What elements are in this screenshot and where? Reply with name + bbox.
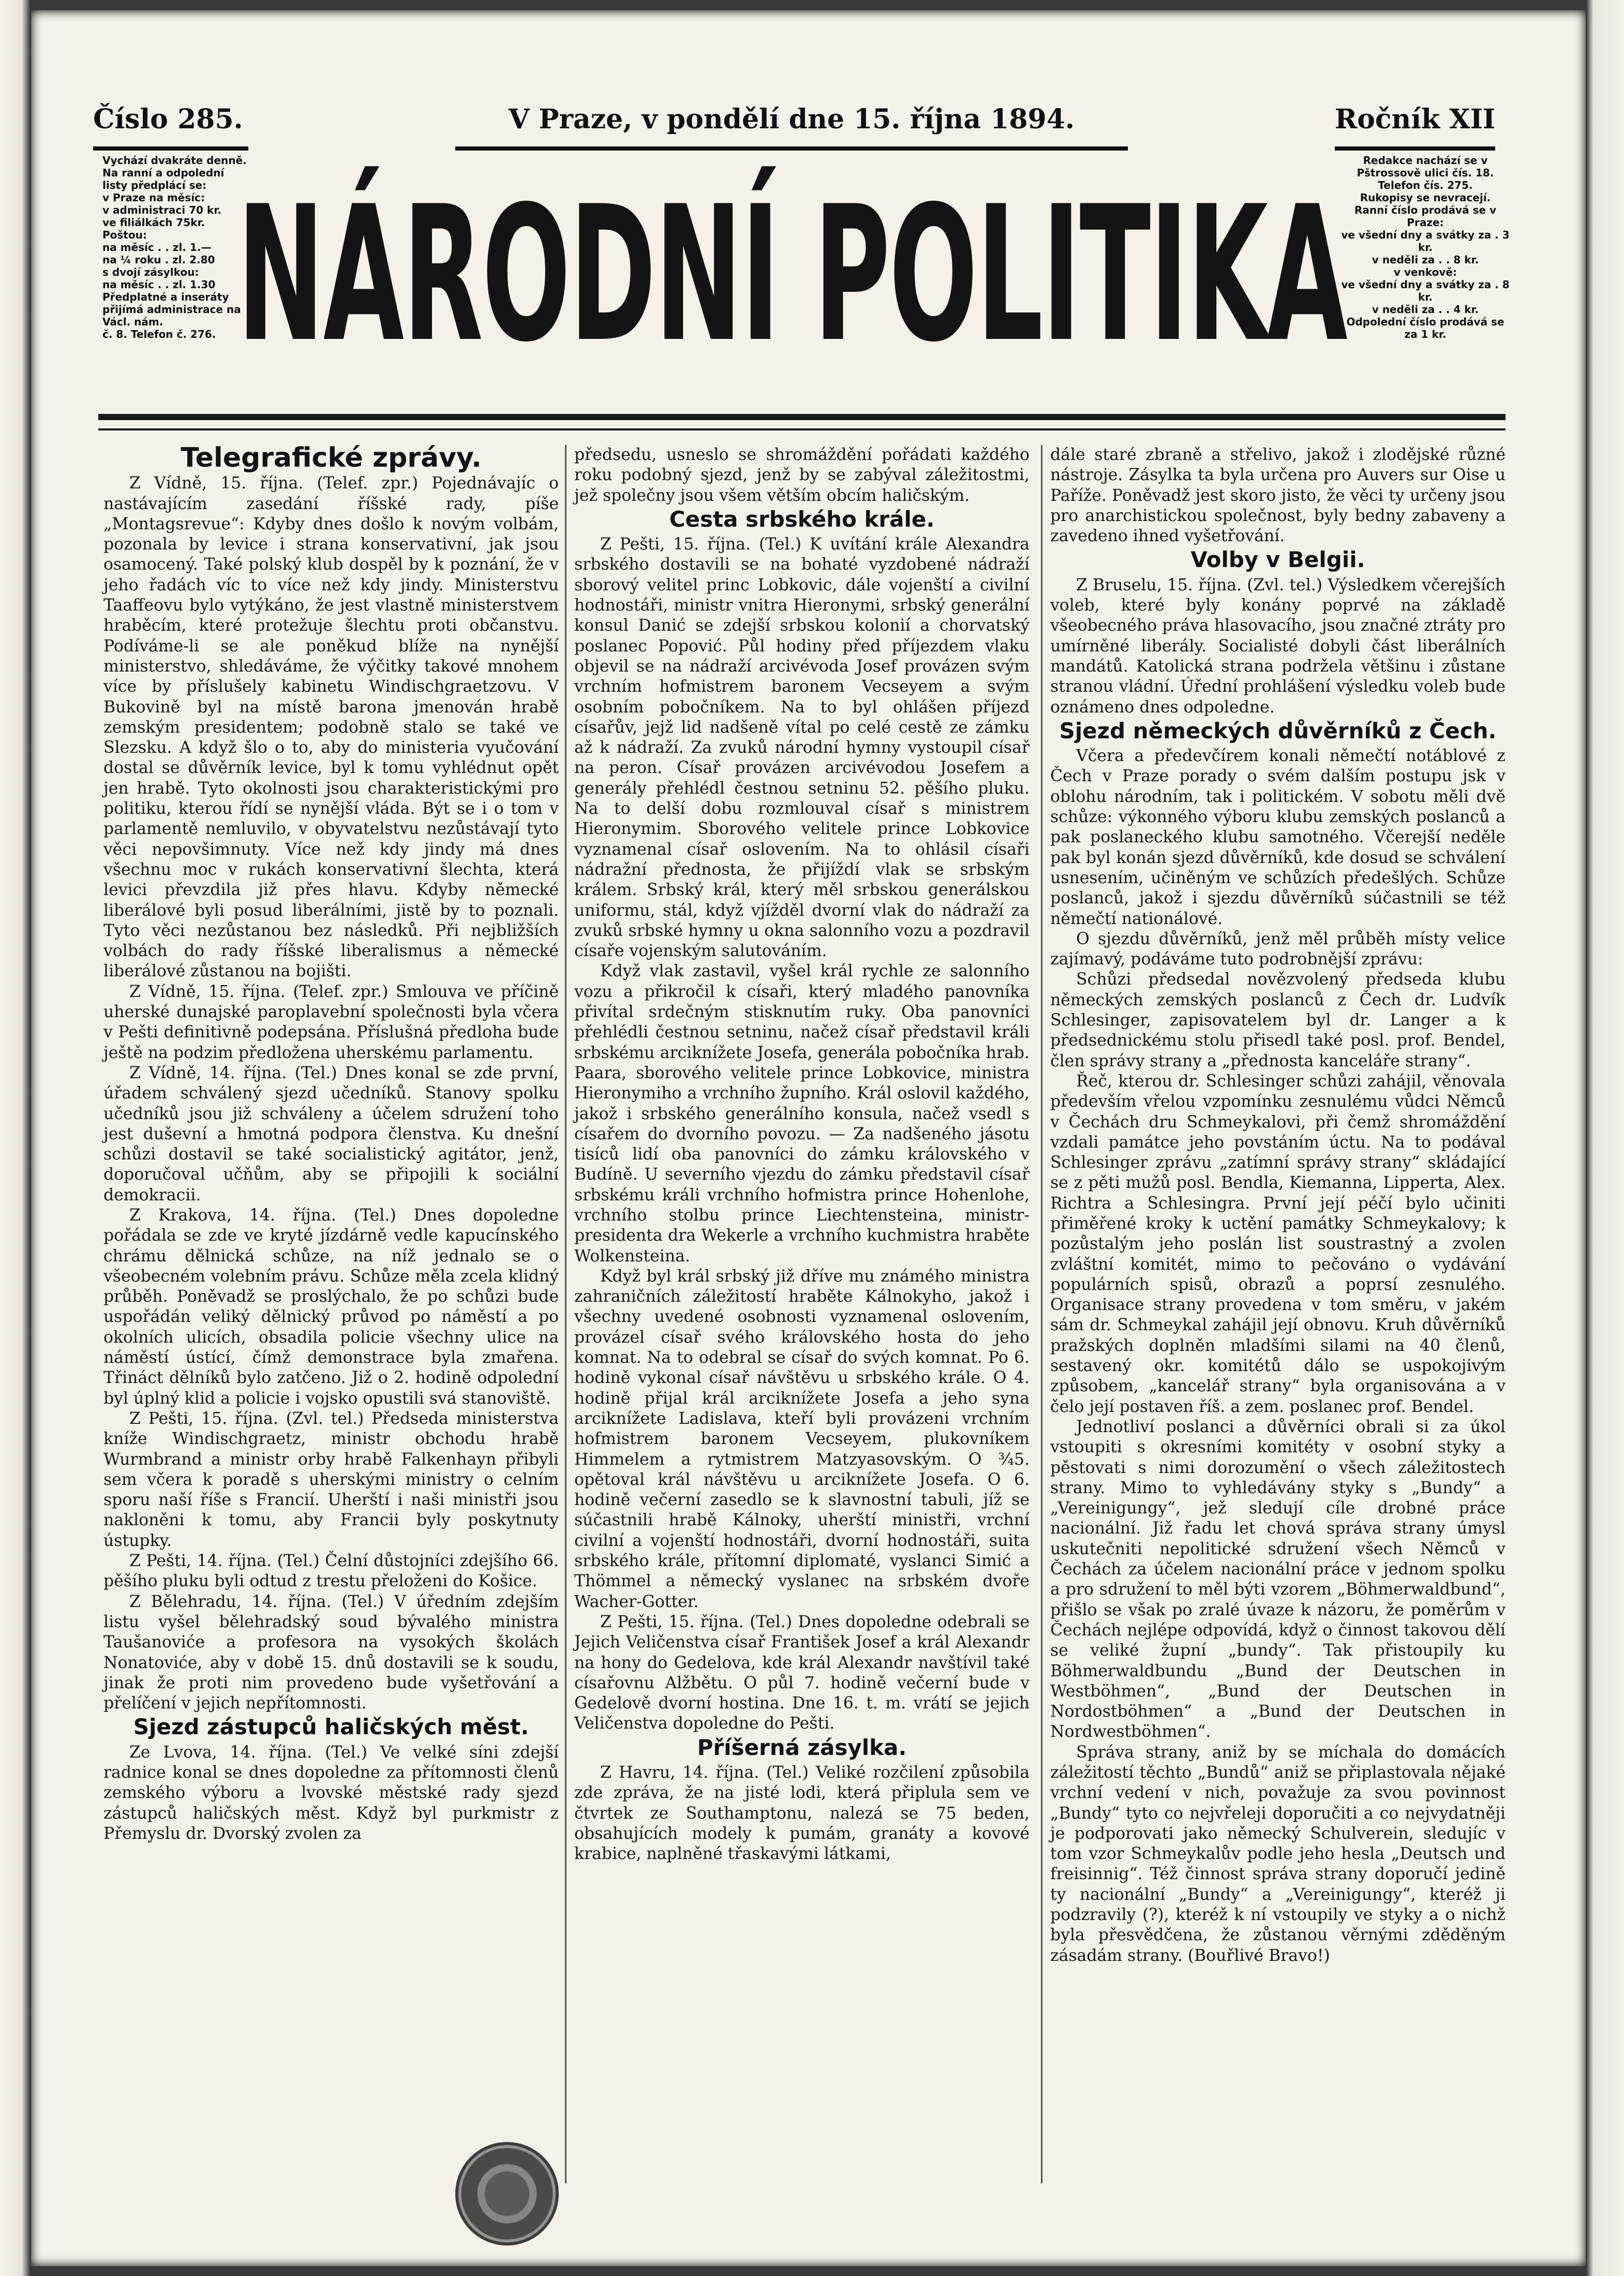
date-line: V Praze, v pondělí dne 15. října 1894. (508, 103, 1075, 135)
article-paragraph: Včera a předevčírem konali němečtí notáblové z Čech v Praze porady o svém dalším postupu jsk v oblohu národním, tak i politickém. V sobotu měli dvě schůze: výkonného výboru klubu zemských poslanců a pak poslaneckého klubu samotného. Včerejší neděle pak byl konán sjezd důvěrníků, kde dosud se schválení usnesením, učiněným ve schůzích předešlých. Schůze poslanců, jakož i sjezdu důvěrníků súčastnili se též němečtí nationálové. (1050, 747, 1506, 928)
issue-number: Číslo 285. (93, 103, 243, 135)
section-heading: Volby v Belgii. (1190, 547, 1365, 573)
article-paragraph: Z Vídně, 14. října. (Tel.) Dnes konal se zde první, úřadem schválený sjezd učedníků. Stanovy spolku učedníků jsou již schváleny a účelem sdružení toho jest duševní a hmotná podpora členstva. Ku dnešní schůzi dostavil se také socialistický agitátor, jenž, doporučoval učňům, aby se připojili k sociální demokracii. (103, 1063, 559, 1204)
article-paragraph: Z Pešti, 14. října. (Tel.) Čelní důstojníci zdejšího 66. pěšího pluku byli odtud z trestu přeloženi do Košice. (103, 1552, 559, 1591)
article-paragraph: Z Vídně, 15. října. (Telef. zpr.) Pojednávajíc o nastávajícím zasedání říšské rady, píše „Montagsrevue“: Kdyby dnes došlo k novým volbám, pozonala by levice i strana konservativní, jak jsou osamocený. Také polský klub dospěl by k poznání, že v jeho řadách víc to více než kdy jindy. Ministerstvu Taaffeovu bylo vytýkáno, že jest vlastně ministerstvem hraběcím, které protežuje šlechtu proti občanstvu. Podíváme-li se ale poněkud blíže na nynější ministerstvo, shledáváme, že výčitky takové mnohem více by příslušely kabinetu Windischgraetzovu. V Bukovině byl na místě barona jmenován hrabě zemským presidentem; podobně stalo se také ve Slezsku. A když šlo o to, aby do ministeria vyučování dostal se důvěrník levice, byl k tomu vyhlédnut opět jen hrabě. Tyto okolnosti jsou charakteristickými pro politiku, kterou řídí se nynější vláda. Být se i o tom v parlamentě nemluvilo, v obyvatelstvu nezůstávají tyto věci nepovšimnuty. Více než kdy jindy má dnes všechnu moc v rukách konservativní šlechta, která levici převzdila již přes hlavu. Kdyby německé liberálové byli posud liberálními, jistě by to poznali. Tyto věci nezůstanou bez následků. Při nejbližších volbách do rady říšské liberalismus a německé liberálové zůstanou na bojišti. (103, 474, 559, 981)
article-paragraph: Z Bruselu, 15. října. (Zvl. tel.) Výsledkem včerejších voleb, které byly konány poprvé na základě všeobecného práva hlasovacího, jsou značné ztráty pro umírněné liberály. Socialisté dobyli část liberálních mandátů. Katolická strana podržela většinu i zůstane stranou vládní. Úřední prohlášení výsledku voleb bude oznámeno dnes odpoledne. (1050, 575, 1506, 717)
article-paragraph: Z Bělehradu, 14. října. (Tel.) V úředním zdejším listu vyšel bělehradský soud bývalého ministra Taušanoviće a profesora na vysokých školách Nonatoviće, aby v době 15. dnů dostavili se k soudu, jinak že proti nim provedeno bude vyšetřování a přelíčení v jejich nepřítomnosti. (103, 1592, 559, 1713)
section-heading: Sjezd německých důvěrníků z Čech. (1059, 718, 1497, 743)
masthead (236, 140, 1347, 409)
header-rule (98, 414, 1506, 420)
section-heading: Příšerná zásylka. (697, 1734, 907, 1760)
library-stamp (455, 2142, 559, 2245)
article-paragraph: Schůzi předsedal novězvolený předseda klubu německých zemských poslanců z Čech dr. Ludvík Schlesinger, zapisovatelem byl dr. Langer a k předsednickému stolu přisedl také posl. prof. Bendel, člen správy strany a „přednosta kanceláře strany“. (1050, 970, 1506, 1070)
issue-number-underline (93, 146, 248, 151)
volume-number: Ročník XII (1335, 103, 1496, 135)
article-paragraph: Z Vídně, 15. října. (Telef. zpr.) Smlouva ve příčině uherské dunajské paroplavební společnosti byla včera v Pešti definitivně podepsána. Příslušná předloha bude ještě na podzim předložena uherskému parlamentu. (103, 982, 559, 1062)
article-paragraph: Ze Lvova, 14. října. (Tel.) Ve velké síni zdejší radnice konal se dnes dopoledne za přítomnosti členů zemského výboru a lvovské městské rady sjezd zástupců haličských měst. Když byl purkmistr z Přemyslu dr. Dvorský zvolen za (103, 1743, 559, 1843)
column-2 (574, 445, 1030, 1864)
article-paragraph: Když byl král srbský již dříve mu známého ministra zahraničních záležitostí hraběte Kálnokyho, jakož i všechny uvedené osobnosti vyznamenal oslovením, provázel císař svého královského hosta do jeho komnat. Na to odebral se císař do svých komnat. Po 6. hodině vykonal císař návštěvu u srbského krále. O 4. hodině přijal král arciknížete Josefa a jeho syna arciknížete Ladislava, kteří byli provázeni vrchním hofmistrem baronem Vecseyem, plukovníkem Himmelem a rytmistrem Matzyasovským. O ¾5. opětoval král návštěvu u arciknížete Josefa. O 6. hodině večerní zasedlo se k slavnostní tabuli, jíž se súčastnili hrabě Kálnoky, uherští ministři, vrchní civilní a vojenští hodnostáři, dvorní hodnostáři, suita srbského krále, přítomní diplomaté, vyslanci Simić a Thömmel a německý vyslanec na srbském dvoře Wacher-Gotter. (574, 1267, 1030, 1611)
editorial-info: Redakce nachází se v Pštrossově ulici čís. 18. Telefon čís. 275. Rukopisy se nevracejí. Ranní číslo prodává se v Praze: ve všední dny a svátky za . 3 kr. v neděli za . . 8 kr. v venkově: ve všední dny a svátky za . 8 kr. v neděli za . . 4 kr. Odpolední číslo prodává se za 1 kr. (1341, 154, 1510, 340)
section-heading: Sjezd zástupců haličských měst. (133, 1714, 529, 1740)
article-paragraph: předsedu, usneslo se shromáždění pořádati každého roku podobný sjezd, jenž by se zabýval záležitostmi, jež společny jsou všem větším obcím haličským. (574, 445, 1030, 505)
article-paragraph: Když vlak zastavil, vyšel král rychle ze salonního vozu a přikročil k císaři, který mladého panovníka přivítal srdečným stisknutím ruky. Oba panovníci přehlédli čestnou setninu, načež císař představil králi srbskému arciknížete Josefa, generála pobočníka hrab. Paara, sborového velitele prince Lobkovice, ministra Hieronymiho a vrchního župního. Král oslovil každého, jakož i srbského generálního konsula, načež vsedl s císařem do dvorního povozu. — Za nadšeného jásotu tisíců lidí oba panovníci do zámku královského v Budíně. U severního vjezdu do zámku představil císař srbskému králi vrchního hofmistra prince Hohenlohe, vrchního stolbu prince Liechtensteina, ministr-presidenta dra Wekerle a vrchního kuchmistra hraběte Wolkensteina. (574, 962, 1030, 1266)
section-heading: Cesta srbského krále. (669, 506, 935, 532)
subscription-info: Vychází dvakráte denně. Na ranní a odpolední listy předplácí se: v Praze na měsíc: v administraci 70 kr. ve filiálkách 75kr. Poštou: na měsíc . . zl. 1.— na ¼ roku . zl. 2.80 s dvojí zásylkou: na měsíc . . zl. 1.30 Předplatné a inseráty přijímá administrace na Václ. nám. č. 8. Telefon č. 276. (102, 154, 247, 340)
article-paragraph: Jednotliví poslanci a důvěrníci obrali si za úkol vstoupiti s okresními komitéty v osobní styky a pěstovati s nimi dorozumění o všech záležitostech strany. Mimo to vyhledávány styky s „Bundy“ a „Vereinigungy“, jež sledují cíle drobné práce nacionální. Již řadu let chová správa strany úmysl uskutečniti nepolitické sdružení všech Němců v Čechách za účelem nacionální práce v jednom spolku a pro sdružení to měl býti vzorem „Böhmerwaldbund“, přišlo se však po zralé úvaze k názoru, že poměrům v Čechách nejlépe odpovídá, když o činnost takovou dělí se veliké župní „bundy“. Tak přistoupily ku Böhmerwaldbundu „Bund der Deutschen in Westböhmen“, „Bund der Deutschen in Nordostböhmen“ a „Bund der Deutschen in Nordwestböhmen“. (1050, 1417, 1506, 1742)
article-paragraph: Z Pešti, 15. října. (Zvl. tel.) Předseda ministerstva kníže Windischgraetz, ministr obchodu hrabě Wurmbrand a ministr orby hrabě Falkenhayn přibyli sem včera k poradě s uherskými ministry o celním sporu naší říše s Francií. Uherští i naši ministři jsou nakloněni k tomu, aby Francii byly poskytnuty ústupky. (103, 1409, 559, 1550)
section-heading: Telegrafické zprávy. (181, 442, 482, 473)
article-paragraph: O sjezdu důvěrníků, jenž měl průběh místy velice zajímavý, podáváme tuto podrobnější zprávu: (1050, 929, 1506, 969)
article-paragraph: dále staré zbraně a střelivo, jakož i zlodějské různé nástroje. Zásylka ta byla určena pro Auvers sur Oise u Paříže. Poněvadž jest skoro jisto, že věci ty určeny jsou pro anarchistickou společnost, byly bedny zabaveny a zavedeno ihned vyšetřování. (1050, 445, 1506, 546)
page-edge-left (0, 0, 31, 2276)
column-3 (1050, 445, 1506, 1966)
column-divider (1041, 445, 1042, 2183)
page-edge-right (1586, 0, 1624, 2276)
article-paragraph: Správa strany, aniž by se míchala do domácích záležitostí těchto „Bundů“ aniž se připlastovala nějaké vrchní vedení v nich, považuje za svou povinnost „Bundy“ tyto co nejvřeleji doporučiti a co nejvydatněji je podporovati jako německý Schulverein, sledujíc v tom vzor Schmeykalův podle jeho hesla „Deutsch und freisinnig“. Též činnost správa strany doporučí jedině ty nacionální „Bundy“ a „Vereinigungy“, kteréž ji podzravily (?), kteréž k ní vstoupily ve styky a o nichž byla přesvědčena, že zůstanou věrnými zděděným zásadám strany. (Bouřlivé Bravo!) (1050, 1743, 1506, 1965)
article-paragraph: Řeč, kterou dr. Schlesinger schůzi zahájil, věnovala především vřelou vzpomínku zesnulému vůdci Němců v Čechách dru Schmeykalovi, při čemž shromáždění vzdali památce jeho povstáním úctu. Na to podával Schlesinger zprávu „zatímní správy strany“ skládající se z pěti mužů posl. Bendla, Kiemanna, Lipperta, Alex. Richtra a Schlesingra. První její péčí bylo učiniti přiměřené kroky k uctění památky Schmeykalovy; k pozůstalým jeho poslán list soustrastný a zvolen zvláštní komitét, mimo to pečováno o vydávání populárních spisů, obrazů a poprsí zesnulého. Organisace strany provedena v tom směru, v jakém sám dr. Schmeykal zahájil její obnovu. Kruh důvěrníků pražských doplněn mladšími silami na 40 členů, sestavený okr. komitétů dálo se uspokojivým způsobem, „kancelář strany“ byla organisována a v čelo její postaven říš. a zem. poslanec prof. Bendel. (1050, 1072, 1506, 1416)
column-1 (103, 442, 559, 1844)
column-divider (565, 445, 567, 2183)
volume-underline (1335, 146, 1495, 151)
header-rule-thin (98, 428, 1506, 430)
article-paragraph: Z Havru, 14. října. (Tel.) Veliké rozčilení způsobila zde zpráva, že na jisté lodi, která připlula sem ve čtvrtek ze Southamptonu, nalezá se 75 beden, obsahujících modely k pumám, granáty a kovové krabice, naplněné třaskavými látkami, (574, 1763, 1030, 1864)
masthead-title: NÁRODNÍ POLITIKA (236, 166, 1347, 383)
article-paragraph: Z Pešti, 15. října. (Tel.) Dnes dopoledne odebrali se Jejich Veličenstva císař František Josef a král Alexandr na hony do Gedelova, kde král Alexandr navštívil také císařovnu Alžbětu. O půl 7. hodině večerní bude v Gedelově dvorní hostina. Dne 16. t. m. vrátí se jejich Veličenstva dopoledne do Pešti. (574, 1612, 1030, 1733)
article-paragraph: Z Pešti, 15. října. (Tel.) K uvítání krále Alexandra srbského dostavili se na bohaté vyzdobené nádraží sborový velitel princ Lobkovic, dále vojenští a civilní hodnostáři, ministr vnitra Hieronymi, srbský generální konsul Danić se zdejší srbskou kolonií a chorvatský poslanec Popović. Půl hodiny před příjezdem vlaku objevil se na nádraží arcivévoda Josef provázen svým vrchním hofmistrem baronem Vecseyem a svým osobním pobočníkem. Na to byl ohlášen příjezd císařův, jejž lid nadšeně vítal po celé cestě ze zámku až k nádraží. Za zvuků národní hymny vystoupil císař na peron. Císař provázen arcivévodou Josefem a generály přehlédl čestnou setninu 52. pěšího pluku. Na to delší dobu rozmlouval císař s ministrem Hieronymim. Sborového velitele prince Lobkovice vyznamenal císař oslovením. Na to ohlásil císaři nádražní přednosta, že přijíždí vlak se srbským králem. Srbský král, který měl srbskou generálskou uniformu, stál, když vjížděl dvorní vlak do nádraží za zvuků srbské hymny u okna salonního vozu a pozdravil císaře vojenským salutováním. (574, 535, 1030, 961)
article-paragraph: Z Krakova, 14. října. (Tel.) Dnes dopoledne pořádala se zde ve kryté jízdárně vedle kapucínského chrámu dělnická schůze, na níž jednalo se o všeobecném volebním právu. Schůze měla zcela klidný průběh. Poněvadž se proslýchalo, že po schůzi bude uspořádán veliký dělnický průvod po náměstí a po okolních ulicích, obsadila policie všechny ulice na náměstí ústící, čímž demonstrace byla zmařena. Třináct dělníků bylo zatčeno. Již o 2. hodině odpolední byl úplný klid a policie i vojsko opustili svá stanoviště. (103, 1206, 559, 1408)
